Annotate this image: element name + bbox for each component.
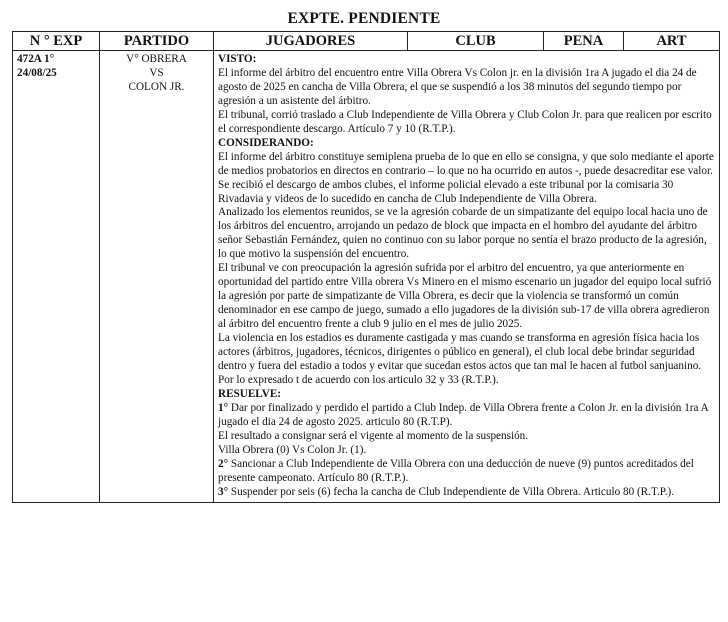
resuelve-item-text: Sancionar a Club Independiente de Villa Obrera con una deducción de nueve (9) puntos acreditados del presente campeonato. Artículo 80 (R.T.P.). — [218, 457, 694, 484]
resuelve-item-number: 1° — [218, 401, 229, 414]
expediente-cell — [13, 51, 100, 503]
considerando-paragraph: La violencia en los estadios es duramente castigada y mas cuando se transforma en agresión física hacia los actores (árbitros, jugadores, técnicos, dirigentes o público en general), el club local debe brindar seguridad dentro y fuera del estadio a todos y evitar que sucedan estos actos que tan mal le hacen al futbol sanjuanino. — [218, 332, 702, 372]
col-header-partido: PARTIDO — [100, 32, 214, 51]
resuelve-item-number: 2° — [218, 457, 229, 470]
considerando-paragraph: El informe del árbitro constituye semiplena prueba de lo que en ello se consigna, y que solo mediante el aporte de medios probatorios en directos en contrario – lo que no ha ocurrido en autos -, puede desacreditar ese valor. — [218, 150, 714, 177]
col-header-nro-exp: N ° EXP — [13, 32, 100, 51]
considerando-paragraph: Por lo expresado t de acuerdo con los articulo 32 y 33 (R.T.P.). — [218, 373, 499, 386]
considerando-paragraph: Analizado los elementos reunidos, se ve la agresión cobarde de un simpatizante del equipo local hacia uno de los árbitros del encuentro, arrojando un pedazo de block que impacta en el hombro del ayudante del árbitro señor Sebastián Fernández, quien no continuo con su labor porque no sentía el brazo producto de la agresión, lo que motivo la suspensión del encuentro. — [218, 206, 708, 261]
resuelve-item — [218, 458, 715, 486]
resuelve-item — [218, 402, 715, 430]
table-row — [13, 51, 720, 503]
document-title: EXPTE. PENDIENTE — [287, 10, 441, 27]
resuelve-item-text: Villa Obrera (0) Vs Colon Jr. (1). — [218, 443, 367, 456]
table-header-row — [13, 32, 720, 51]
resuelve-item — [218, 430, 715, 444]
col-header-jugadores: JUGADORES — [214, 32, 408, 51]
visto-heading: VISTO: — [218, 53, 257, 65]
resolution-body — [214, 51, 720, 503]
resuelve-item-number: 3° — [218, 485, 229, 498]
resuelve-item-text: Dar por finalizado y perdido el partido a Club Indep. de Villa Obrera frente a Colon Jr. en la división 1ra A jugado el dia 24 de agosto 2025. articulo 80 (R.T.P). — [218, 401, 709, 428]
expediente-date: 24/08/25 — [17, 66, 57, 79]
partido-away: COLON JR. — [128, 80, 185, 93]
considerando-heading: CONSIDERANDO: — [218, 136, 314, 149]
resuelve-item-text: Suspender por seis (6) fecha la cancha de Club Independiente de Villa Obrera. Articulo 80 (R.T.P.). — [228, 485, 675, 498]
resuelve-item — [218, 486, 715, 500]
visto-paragraph: El tribunal, corrió traslado a Club Independiente de Villa Obrera y Club Colon Jr. para que realicen por escrito el correspondiente descargo. Artículo 7 y 10 (R.T.P.). — [218, 108, 712, 135]
expediente-table — [12, 31, 720, 503]
col-header-pena: PENA — [544, 32, 624, 51]
resuelve-item-text: El resultado a consignar será el vigente al momento de la suspensión. — [218, 429, 529, 442]
considerando-paragraph: El tribunal ve con preocupación la agresión sufrida por el arbitro del encuentro, ya que anteriormente en oportunidad del partido entre Villa obrera Vs Minero en el mismo escenario un jugador del equipo local sufrió la agresión por parte de simpatizante de Villa Obrera, es decir que la violencia se transformó un común denominador en ese campo de juego, sumado a ello jugadores de la división sub-17 de villa obrera agredieron al árbitro del encuentro frente a club 9 julio en el mes de julio 2025. — [218, 262, 712, 331]
resuelve-item — [218, 444, 715, 458]
partido-vs: VS — [149, 66, 164, 79]
considerando-paragraph: Se recibió el descargo de ambos clubes, el informe policial elevado a este tribunal por la comisaria 30 Rivadavia y videos de lo sucedido en cancha de Club Independiente de Villa Obrera. — [218, 178, 674, 205]
col-header-club: CLUB — [408, 32, 544, 51]
col-header-art: ART — [624, 32, 720, 51]
partido-cell — [100, 51, 214, 503]
partido-home: V° OBRERA — [126, 53, 187, 65]
resuelve-heading: RESUELVE: — [218, 387, 282, 400]
expediente-number: 472A 1° — [17, 53, 55, 65]
visto-paragraph: El informe del árbitro del encuentro entre Villa Obrera Vs Colon jr. en la división 1ra A jugado el dia 24 de agosto de 2025 en cancha de Villa Obrera, el que se suspendió a los 38 minutos del segundo tiempo por agresión a un asistente del árbitro. — [218, 66, 697, 107]
